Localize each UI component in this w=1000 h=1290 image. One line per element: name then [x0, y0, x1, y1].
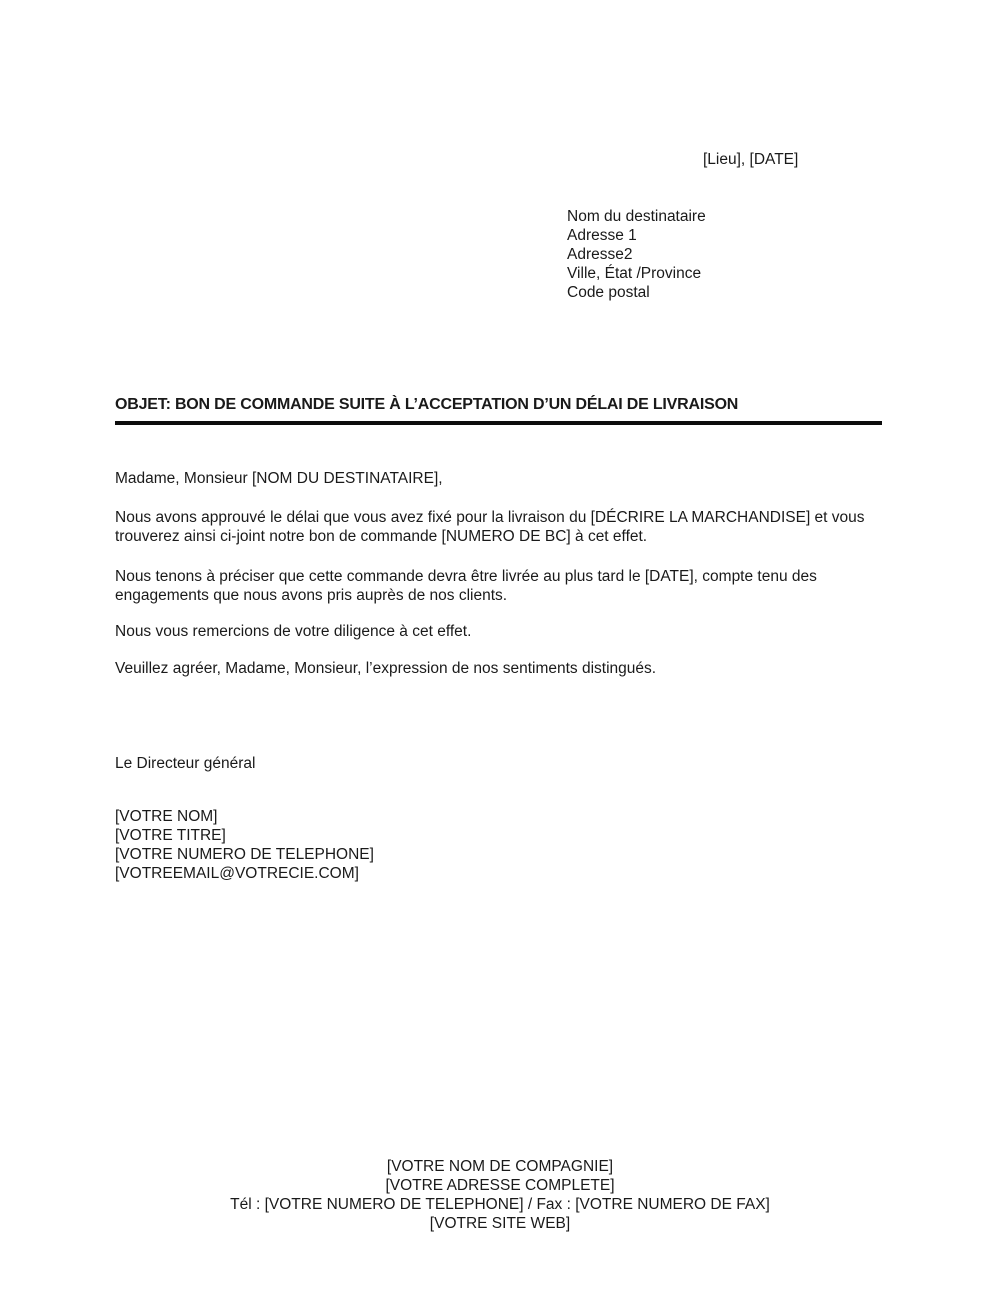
body-paragraph: Nous avons approuvé le délai que vous avez fixé pour la livraison du [DÉCRIRE LA MARCHANDISE] et vous trouverez ainsi ci-joint notre bon de commande [NUMERO DE BC] à cet effet. [115, 509, 865, 545]
signature-name: [VOTRE NOM] [115, 808, 218, 825]
closing-title: Le Directeur général [115, 755, 256, 772]
footer-phone-fax: Tél : [VOTRE NUMERO DE TELEPHONE] / Fax : [VOTRE NUMERO DE FAX] [230, 1196, 770, 1213]
recipient-address-block [567, 207, 706, 302]
date-line: [Lieu], [DATE] [703, 151, 799, 168]
body-paragraph: Veuillez agréer, Madame, Monsieur, l’expression de nos sentiments distingués. [115, 660, 657, 677]
footer-website: [VOTRE SITE WEB] [429, 1215, 571, 1232]
signature-phone: [VOTRE NUMERO DE TELEPHONE] [115, 846, 374, 863]
recipient-address-1: Adresse 1 [567, 227, 637, 244]
signature-block [115, 807, 374, 883]
body-paragraph: Nous vous remercions de votre diligence à cet effet. [115, 623, 472, 640]
subject-underline-rule [115, 421, 882, 425]
salutation: Madame, Monsieur [NOM DU DESTINATAIRE], [115, 470, 443, 487]
subject-line: OBJET: BON DE COMMANDE SUITE À L’ACCEPTATION D’UN DÉLAI DE LIVRAISON [115, 396, 739, 413]
company-footer [0, 1157, 1000, 1233]
recipient-name: Nom du destinataire [567, 208, 706, 225]
body-paragraph: Nous tenons à préciser que cette commande devra être livrée au plus tard le [DATE], compte tenu des engagements que nous avons pris auprès de nos clients. [115, 568, 817, 604]
recipient-address-2: Adresse2 [567, 246, 633, 263]
recipient-city-state: Ville, État /Province [567, 265, 702, 282]
signature-title: [VOTRE TITRE] [115, 827, 226, 844]
signature-email: [VOTREEMAIL@VOTRECIE.COM] [115, 865, 359, 882]
footer-company-name: [VOTRE NOM DE COMPAGNIE] [386, 1158, 614, 1175]
footer-company-address: [VOTRE ADRESSE COMPLETE] [385, 1177, 615, 1194]
recipient-postal-code: Code postal [567, 284, 650, 301]
